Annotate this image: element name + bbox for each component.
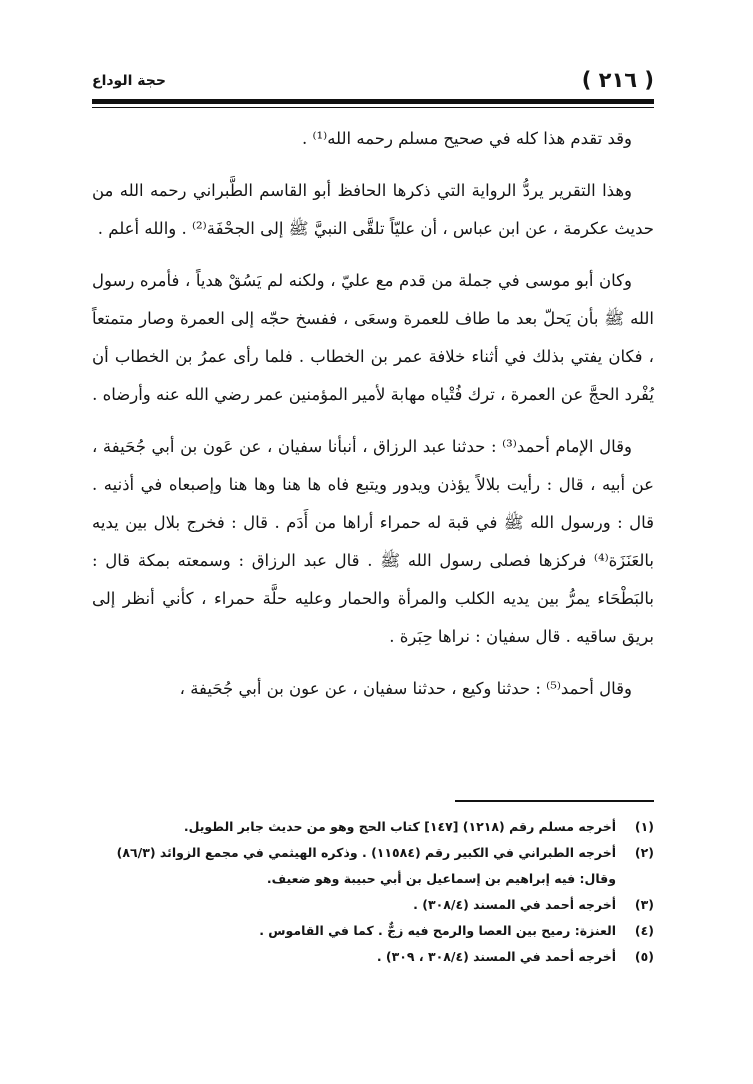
page-header	[92, 66, 654, 96]
main-text	[92, 120, 654, 708]
running-title: حجة الوداع	[92, 73, 166, 89]
footnote	[92, 840, 654, 892]
paragraph: وكان أبو موسى في جملة من قدم مع عليّ ، ولكنه لم يَسُقْ هدياً ، فأمره رسول الله ﷺ بأن يَحلّ بعد ما طاف للعمرة وسعَى ، ففسخ حجّه إلى العمرة وصار متمتعاً ، فكان يفتي بذلك في أثناء خلافة عمر بن الخطاب . فلما رأى عمرُ بن الخطاب أن يُفْرد الحجَّ عن العمرة ، ترك فُتْياه مهابة لأمير المؤمنين عمر رضي الله عنه وأرضاه .	[92, 271, 654, 404]
footnote-text: أخرجه الطبراني في الكبير رقم (١١٥٨٤) . وذكره الهيثمي في مجمع الزوائد (٨٦/٣) وقال: فيه إبراهيم بن إسماعيل بن أبي حبيبة وهو ضعيف.	[116, 845, 616, 886]
footnote-number: (٢)	[634, 845, 654, 860]
footnote-number: (١)	[634, 819, 654, 834]
paragraph: وقد تقدم هذا كله في صحيح مسلم رحمه الله⁽¹⁾ .	[301, 129, 632, 148]
header-rule-thin	[92, 107, 654, 108]
footnote-text: أخرجه أحمد في المسند (٣٠٨/٤) .	[413, 897, 616, 912]
page-number: ( ٢١٦ )	[581, 68, 654, 92]
paragraph: وقال أحمد⁽⁵⁾ : حدثنا وكيع ، حدثنا سفيان ، عن عون بن أبي جُحَيفة ،	[179, 679, 632, 698]
footnote	[92, 892, 654, 918]
footnote-number: (٤)	[634, 923, 654, 938]
footnote-number: (٥)	[634, 949, 654, 964]
footnotes	[92, 814, 654, 970]
footnote-number: (٣)	[634, 897, 654, 912]
footnote-text: العنزة: رميح بين العصا والرمح فيه زجٌّ . كما في القاموس .	[259, 923, 616, 938]
footnote	[92, 918, 654, 944]
footnote-separator	[455, 800, 654, 802]
footnote-text: أخرجه مسلم رقم (١٢١٨) [١٤٧] كتاب الحج وهو من حديث جابر الطويل.	[183, 819, 616, 834]
paragraph: وهذا التقرير يردُّ الرواية التي ذكرها الحافظ أبو القاسم الطَّبراني رحمه الله من حديث عكرمة ، عن ابن عباس ، أن عليّاً تلقَّى النبيَّ ﷺ إلى الجحْفَة⁽²⁾ . والله أعلم .	[92, 181, 654, 238]
header-rule-thick	[92, 99, 654, 104]
footnote	[92, 944, 654, 970]
paragraph: وقال الإمام أحمد⁽³⁾ : حدثنا عبد الرزاق ، أنبأنا سفيان ، عن عَون بن أبي جُحَيفة ، عن أبيه ، قال : رأيت بلالاً يؤذن ويدور ويتبع فاه ها هنا وها هنا وإصبعاه في أذنيه . قال : ورسول الله ﷺ في قبة له حمراء أراها من أَدَم . قال : فخرج بلال بين يديه بالعَنَزَة⁽⁴⁾ فركزها فصلى رسول الله ﷺ . قال عبد الرزاق : وسمعته بمكة قال : بالبَطْحَاء يمرُّ بين يديه الكلب والمرأة والحمار وعليه حلَّة حمراء ، كأني أنظر إلى بريق ساقيه . قال سفيان : نراها حِبَرة .	[92, 437, 654, 646]
footnote	[92, 814, 654, 840]
footnote-text: أخرجه أحمد في المسند (٣٠٨/٤ ، ٣٠٩) .	[376, 949, 616, 964]
